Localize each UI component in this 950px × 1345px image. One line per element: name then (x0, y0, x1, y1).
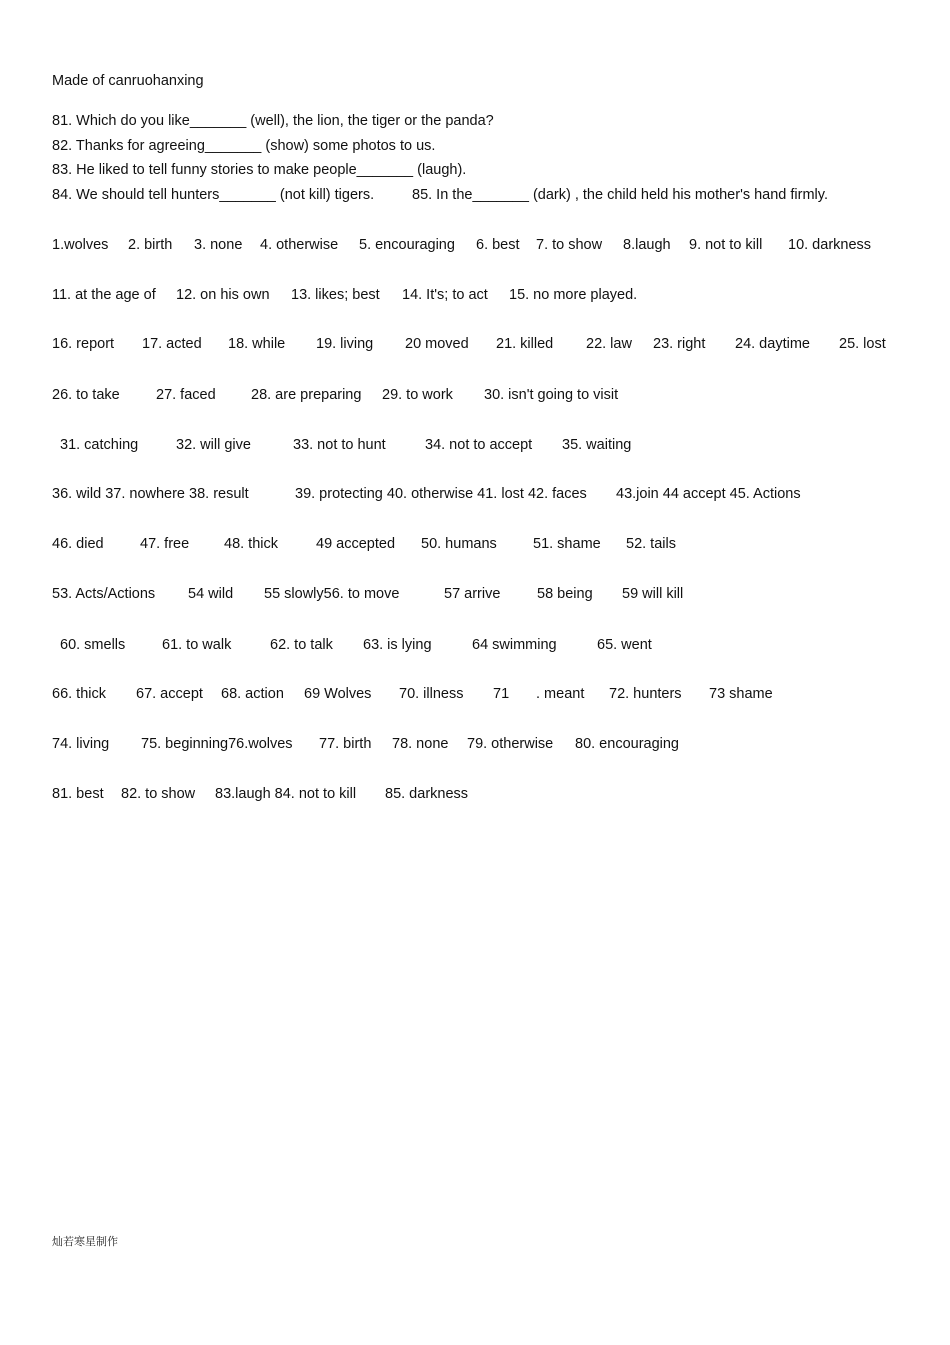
answer-item: 68. action (221, 686, 284, 702)
answer-item: 8.laugh (623, 237, 671, 253)
answer-item: 48. thick (224, 536, 278, 552)
answer-item: 72. hunters (609, 686, 682, 702)
answer-item: 21. killed (496, 336, 554, 352)
question-85: 85. In the_______ (dark) , the child held his mother's hand firmly. (412, 187, 828, 203)
answer-item: 49 accepted (316, 536, 396, 552)
answer-item: 7. to show (536, 237, 603, 253)
answer-item: 82. to show (121, 786, 196, 802)
answer-item: 70. illness (399, 686, 464, 702)
answer-item: 60. smells (60, 637, 126, 653)
answer-item: 9. not to kill (689, 237, 763, 253)
answer-item: 51. shame (533, 536, 601, 552)
answer-item: 10. darkness (788, 237, 872, 253)
answer-item: 80. encouraging (575, 736, 679, 752)
answer-item: 15. no more played. (509, 287, 638, 303)
answer-item: 19. living (316, 336, 374, 352)
answer-item: 17. acted (142, 336, 202, 352)
answer-item: 77. birth (319, 736, 372, 752)
answer-item: 28. are preparing (251, 387, 362, 403)
answer-item: 59 will kill (622, 586, 684, 602)
answer-item: 61. to walk (162, 637, 232, 653)
answer-item: 69 Wolves (304, 686, 372, 702)
answer-item: 20 moved (405, 336, 469, 352)
answer-item: 1.wolves (52, 237, 109, 253)
footer-text: 灿若寒星制作 (52, 1235, 118, 1248)
answer-item: 27. faced (156, 387, 216, 403)
answer-item: 23. right (653, 336, 706, 352)
answer-item: 39. protecting 40. otherwise 41. lost 42. faces (295, 486, 587, 502)
answer-item: 64 swimming (472, 637, 557, 653)
answer-item: 26. to take (52, 387, 120, 403)
answer-item: 66. thick (52, 686, 106, 702)
answer-item: 57 arrive (444, 586, 501, 602)
answer-item: . meant (536, 686, 585, 702)
answer-item: 83.laugh 84. not to kill (215, 786, 357, 802)
answer-item: 50. humans (421, 536, 497, 552)
answer-item: 79. otherwise (467, 736, 554, 752)
answer-item: 43.join 44 accept 45. Actions (616, 486, 801, 502)
answer-item: 35. waiting (562, 437, 632, 453)
answer-item: 55 slowly56. to move (264, 586, 400, 602)
answer-item: 46. died (52, 536, 104, 552)
answer-item: 24. daytime (735, 336, 810, 352)
document-page: Made of canruohanxing 81. Which do you like_______ (well), the lion, the tiger or the panda? 82. Thanks for agreeing_______ (show) some photos to us. 83. He liked to tell funny stories to make people_______ (laugh). 84. We should tell hunters_______ (not kill) tigers. 85. In the_______ (dark) , the child held his mother's hand firmly. 1.wolves 2. birth 3. none 4. otherwise 5. encouraging 6. best 7. to show 8.laugh 9. not to kill 10. darkness 11. at the age of 12. on his own 13. likes; best 14. It's; to act 15. no more played. 16. report 17. acted 18. while 19. living 20 moved 21. killed 22. law 23. right 24. daytime 25. lost 26. to take 27. faced 28. are preparing 29. to work 30. isn't going to visit 31. catching 32. will give 33. not to hunt 34. not to accept 35. waiting 36. wild 37. nowhere 38. result 39. protecting 40. otherwise 41. lost 42. faces 43.join 44 accept 45. Actions 46. died 47. free 48. thick 49 accepted 50. humans 51. shame 52. tails 53. Acts/Actions 54 wild 55 slowly56. to move 57 arrive 58 being 59 will kill 60. smells 61. to walk 62. to talk 63. is lying 64 swimming 65. went 66. thick 67. accept 68. action 69 Wolves 70. illness 71 . meant 72. hunters 73 shame 74. living 75. beginning76.wolves 77. birth 78. none 79. otherwise 80. encouraging 81. best 82. to show 83.laugh 84. not to kill 85. darkness 灿若寒星制作 (52, 73, 886, 1248)
answer-item: 54 wild (188, 586, 234, 602)
answer-item: 25. lost (839, 336, 886, 352)
answer-item: 4. otherwise (260, 237, 339, 253)
answer-item: 6. best (476, 237, 520, 253)
answer-item: 22. law (586, 336, 632, 352)
answer-item: 33. not to hunt (293, 437, 386, 453)
answer-item: 53. Acts/Actions (52, 586, 156, 602)
question-84: 84. We should tell hunters_______ (not kill) tigers. (52, 187, 375, 203)
answer-item: 85. darkness (385, 786, 469, 802)
answer-item: 31. catching (60, 437, 139, 453)
answer-item: 47. free (140, 536, 190, 552)
answer-item: 16. report (52, 336, 115, 352)
answer-item: 71 (493, 686, 510, 702)
answer-item: 12. on his own (176, 287, 270, 303)
answer-item: 30. isn't going to visit (484, 387, 619, 403)
answer-item: 65. went (597, 637, 652, 653)
answer-item: 74. living (52, 736, 110, 752)
answer-item: 29. to work (382, 387, 453, 403)
answer-item: 5. encouraging (359, 237, 455, 253)
answer-item: 3. none (194, 237, 243, 253)
answer-item: 2. birth (128, 237, 173, 253)
answer-item: 13. likes; best (291, 287, 380, 303)
answer-item: 58 being (537, 586, 593, 602)
answer-item: 81. best (52, 786, 104, 802)
answer-item: 52. tails (626, 536, 676, 552)
answer-item: 63. is lying (363, 637, 432, 653)
answer-item: 14. It's; to act (402, 287, 488, 303)
answer-item: 62. to talk (270, 637, 333, 653)
answer-item: 78. none (392, 736, 449, 752)
answer-item: 67. accept (136, 686, 203, 702)
answer-item: 18. while (228, 336, 286, 352)
answer-item: 75. beginning76.wolves (141, 736, 293, 752)
answer-item: 36. wild 37. nowhere 38. result (52, 486, 249, 502)
answer-item: 32. will give (176, 437, 251, 453)
answer-item: 73 shame (709, 686, 773, 702)
answer-item: 11. at the age of (52, 287, 156, 303)
answer-item: 34. not to accept (425, 437, 533, 453)
